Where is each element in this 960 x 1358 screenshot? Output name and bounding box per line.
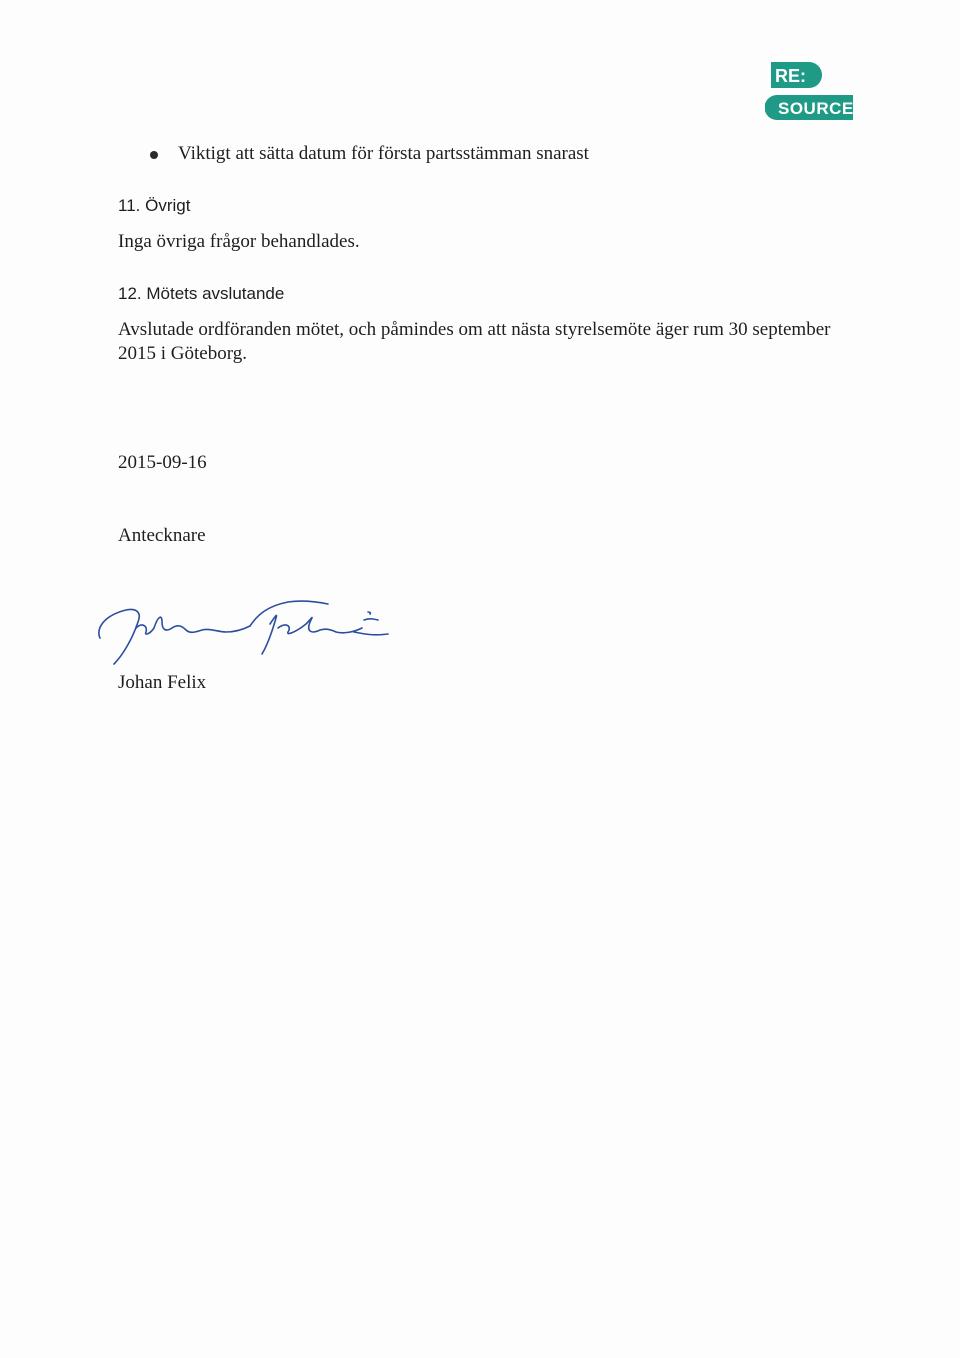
section-11-heading: 11. Övrigt — [118, 196, 191, 215]
document-date: 2015-09-16 — [118, 452, 207, 473]
section-11-body: Inga övriga frågor behandlades. — [118, 231, 360, 252]
resource-logo — [765, 60, 855, 122]
logo-line2: SOURCE — [778, 99, 854, 118]
signatory-role: Antecknare — [118, 525, 206, 546]
section-12-heading: 12. Mötets avslutande — [118, 284, 285, 303]
bullet-item — [150, 143, 589, 165]
section-12-body: Avslutade ordföranden mötet, och påmindes om att nästa styrelsemöte äger rum 30 september 2015 i Göteborg. — [118, 319, 831, 364]
bullet-text: Viktigt att sätta datum för första partsstämman snarast — [178, 143, 589, 164]
logo-line1: RE: — [775, 66, 806, 86]
resource-logo-graphic — [765, 60, 855, 122]
handwritten-signature — [92, 592, 402, 672]
signatory-name: Johan Felix — [118, 672, 207, 693]
bullet-icon — [150, 151, 158, 159]
